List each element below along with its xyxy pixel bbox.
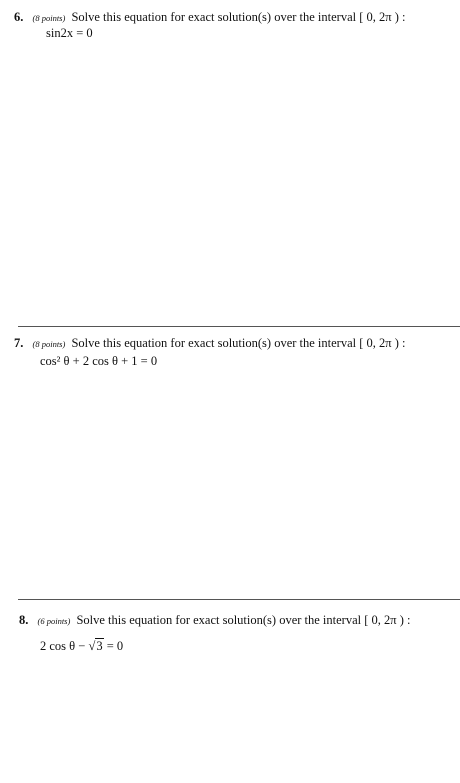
section-divider [18,599,460,600]
points-label: (8 points) [32,339,66,349]
radicand: 3 [96,639,103,653]
instruction-text: Solve this equation for exact solution(s) over the interval [76,613,362,627]
radical-sign: √ [88,639,96,653]
interval-text: [ 0, 2π ) : [364,613,411,627]
problem-6-equation: sin2x = 0 [46,26,93,40]
instruction-text: Solve this equation for exact solution(s) over the interval [71,10,357,24]
problem-number: 6. [14,10,24,24]
problem-8-equation [40,638,123,654]
equation-suffix: = 0 [103,639,124,653]
problem-number: 7. [14,336,24,350]
problem-8-prompt [19,612,410,629]
points-label: (6 points) [37,616,71,626]
instruction-text: Solve this equation for exact solution(s) over the interval [71,336,357,350]
problem-7-prompt [14,335,405,352]
section-divider [18,326,460,327]
equation-prefix: 2 cos θ − [40,639,89,653]
interval-text: [ 0, 2π ) : [359,336,406,350]
points-label: (8 points) [32,13,66,23]
problem-6-prompt [14,9,405,26]
interval-text: [ 0, 2π ) : [359,10,406,24]
problem-7-equation: cos² θ + 2 cos θ + 1 = 0 [40,354,158,368]
square-root [88,638,103,654]
problem-number: 8. [19,613,29,627]
